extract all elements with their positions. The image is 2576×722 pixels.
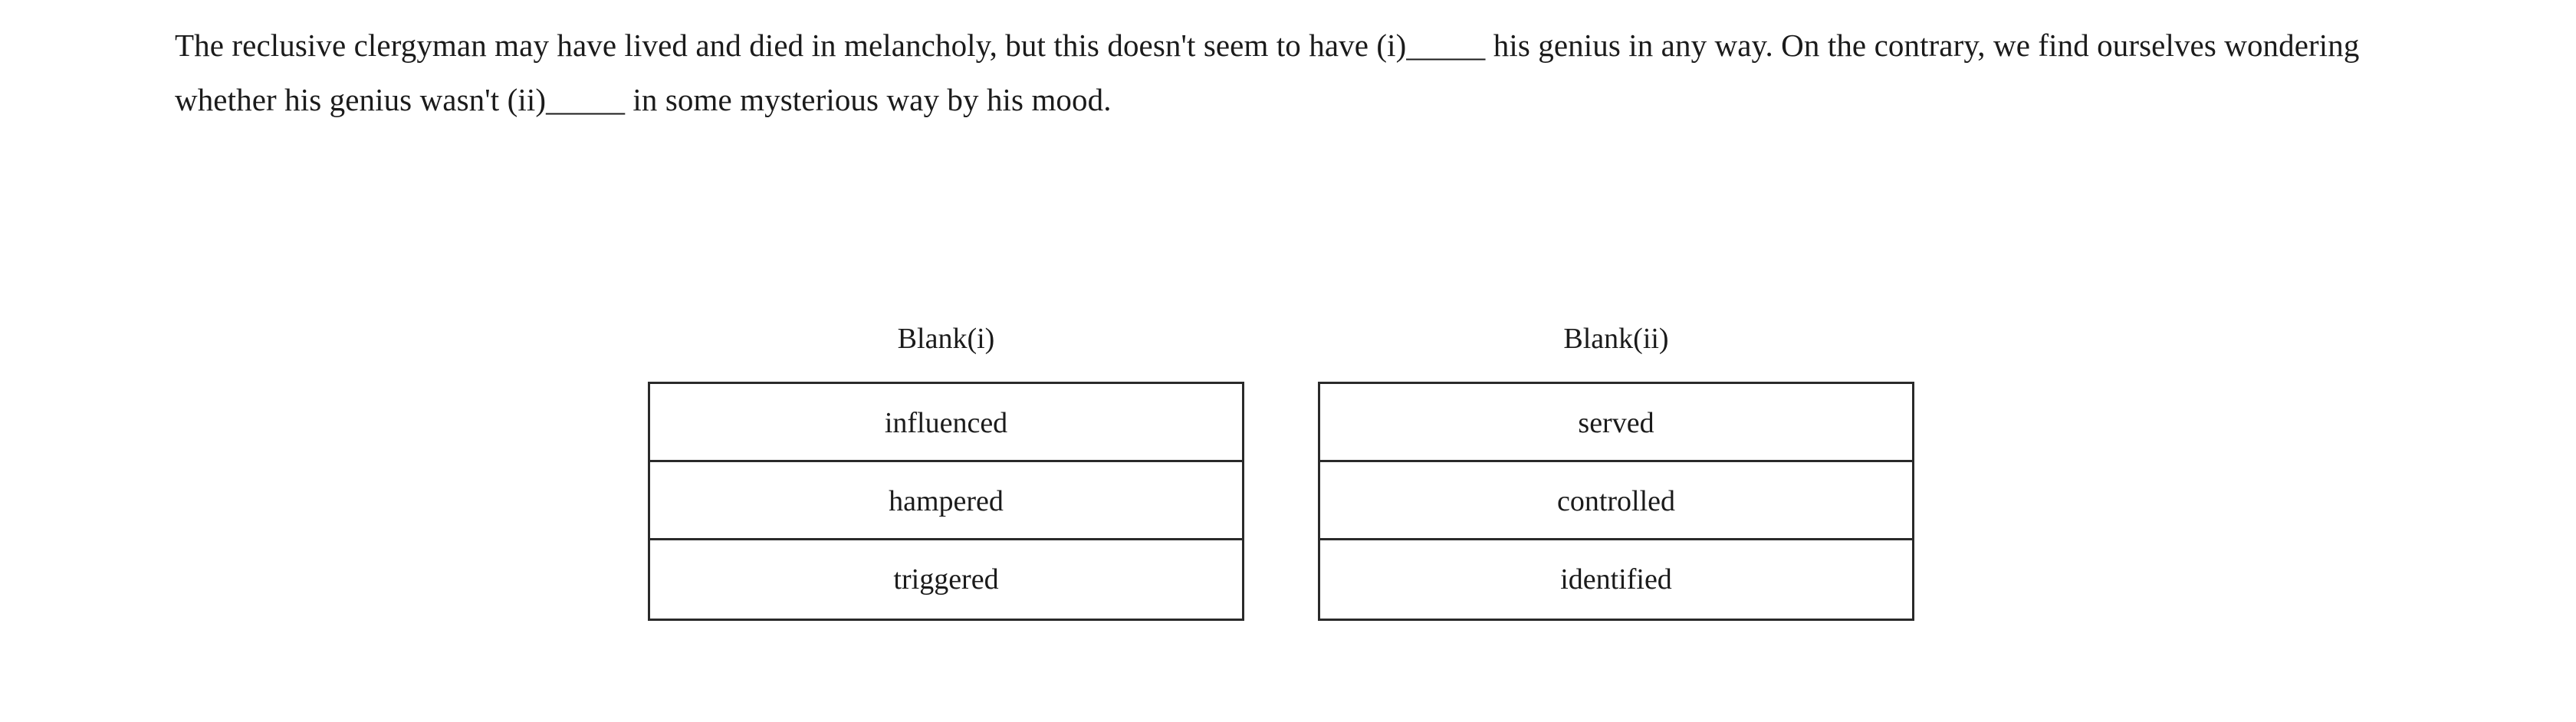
option-blank-ii-1[interactable]: served xyxy=(1320,384,1912,462)
question-passage: The reclusive clergyman may have lived and died in melancholy, but this doesn't seem to have (i)_____ his genius in any way. On the contrary, we find ourselves wondering whether his genius wasn't (ii)_____ in some mysterious way by his mood. xyxy=(175,28,2360,117)
option-blank-ii-2[interactable]: controlled xyxy=(1320,462,1912,540)
blank-ii-options xyxy=(1318,382,1914,621)
option-blank-ii-3[interactable]: identified xyxy=(1320,540,1912,619)
blank-ii-header: Blank(ii) xyxy=(1563,323,1669,355)
blank-column-ii xyxy=(1318,322,1914,621)
blank-i-options xyxy=(648,382,1244,621)
option-blank-i-1[interactable]: influenced xyxy=(650,384,1242,462)
option-blank-i-3[interactable]: triggered xyxy=(650,540,1242,619)
option-blank-i-2[interactable]: hampered xyxy=(650,462,1242,540)
blank-columns xyxy=(648,322,1914,621)
blank-column-i xyxy=(648,322,1244,621)
blank-i-header: Blank(i) xyxy=(897,323,995,355)
